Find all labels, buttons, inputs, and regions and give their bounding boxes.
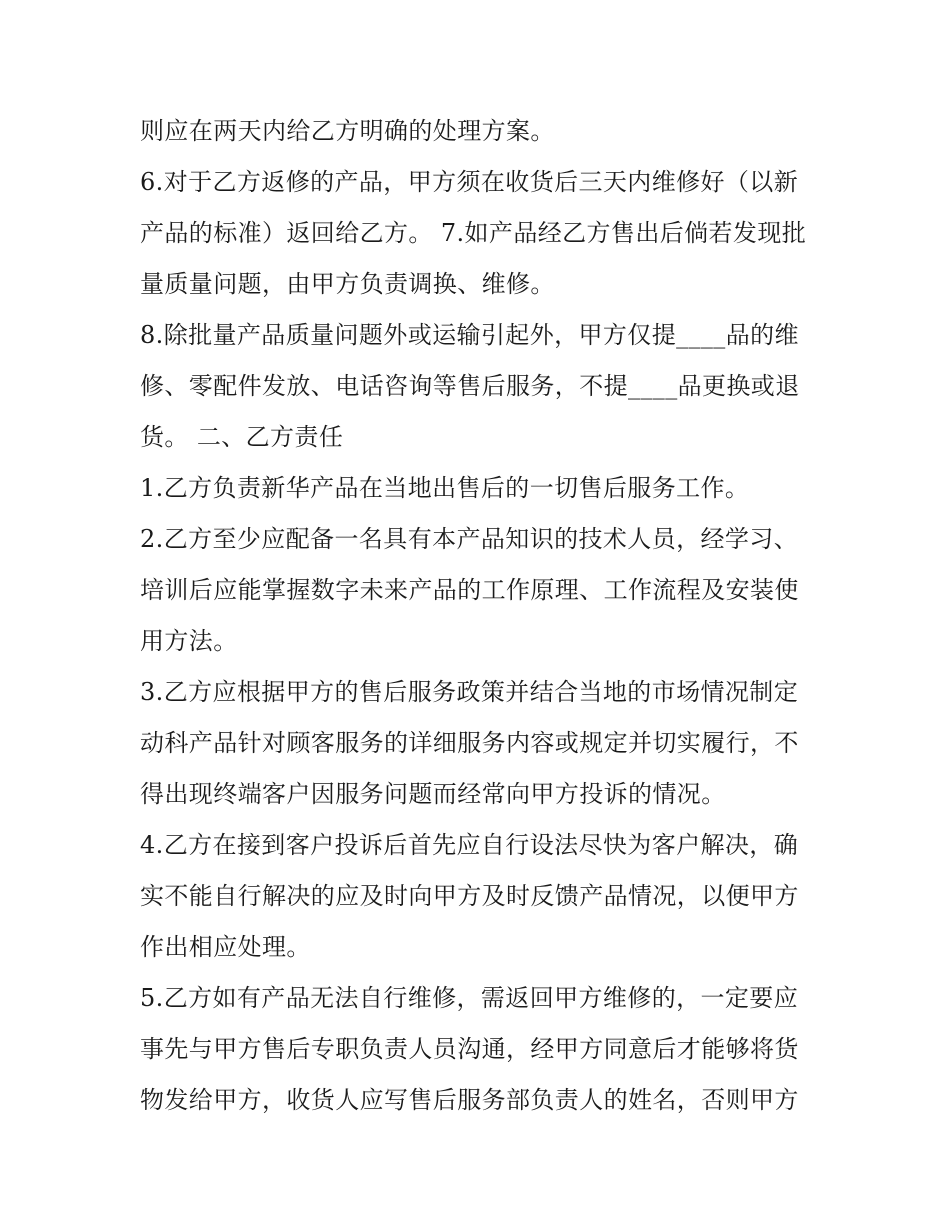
document-line: 动科产品针对顾客服务的详细服务内容或规定并切实履行，不 (140, 729, 799, 757)
document-line: 量质量问题，由甲方负责调换、维修。 (140, 270, 555, 298)
document-body (140, 106, 820, 1126)
document-line: 物发给甲方，收货人应写售后服务部负责人的姓名，否则甲方 (140, 1086, 799, 1114)
document-line: 4.乙方在接到客户投诉后首先应自行设法尽快为客户解决，确 (140, 831, 799, 859)
document-line: 用方法。 (140, 627, 238, 655)
document-line: 货。 二、乙方责任 (140, 423, 344, 451)
document-line: 1.乙方负责新华产品在当地出售后的一切售后服务工作。 (140, 474, 750, 502)
document-line: 得出现终端客户因服务问题而经常向甲方投诉的情况。 (140, 780, 726, 808)
document-line: 实不能自行解决的应及时向甲方及时反馈产品情况，以便甲方 (140, 882, 799, 910)
document-line: 6.对于乙方返修的产品，甲方须在收货后三天内维修好（以新 (140, 168, 799, 196)
document-line: 2.乙方至少应配备一名具有本产品知识的技术人员，经学习、 (140, 525, 799, 553)
document-line: 产品的标准）返回给乙方。 7.如产品经乙方售出后倘若发现批 (140, 219, 807, 247)
document-line: 8.除批量产品质量问题外或运输引起外，甲方仅提____品的维 (140, 321, 799, 349)
document-line: 5.乙方如有产品无法自行维修，需返回甲方维修的，一定要应 (140, 984, 799, 1012)
document-line: 培训后应能掌握数字未来产品的工作原理、工作流程及安装使 (140, 576, 799, 604)
document-line: 修、零配件发放、电话咨询等售后服务，不提____品更换或退 (140, 372, 800, 400)
document-line: 3.乙方应根据甲方的售后服务政策并结合当地的市场情况制定 (140, 678, 799, 706)
document-line: 则应在两天内给乙方明确的处理方案。 (140, 117, 555, 145)
document-line: 事先与甲方售后专职负责人员沟通，经甲方同意后才能够将货 (140, 1035, 799, 1063)
document-line: 作出相应处理。 (140, 933, 311, 961)
